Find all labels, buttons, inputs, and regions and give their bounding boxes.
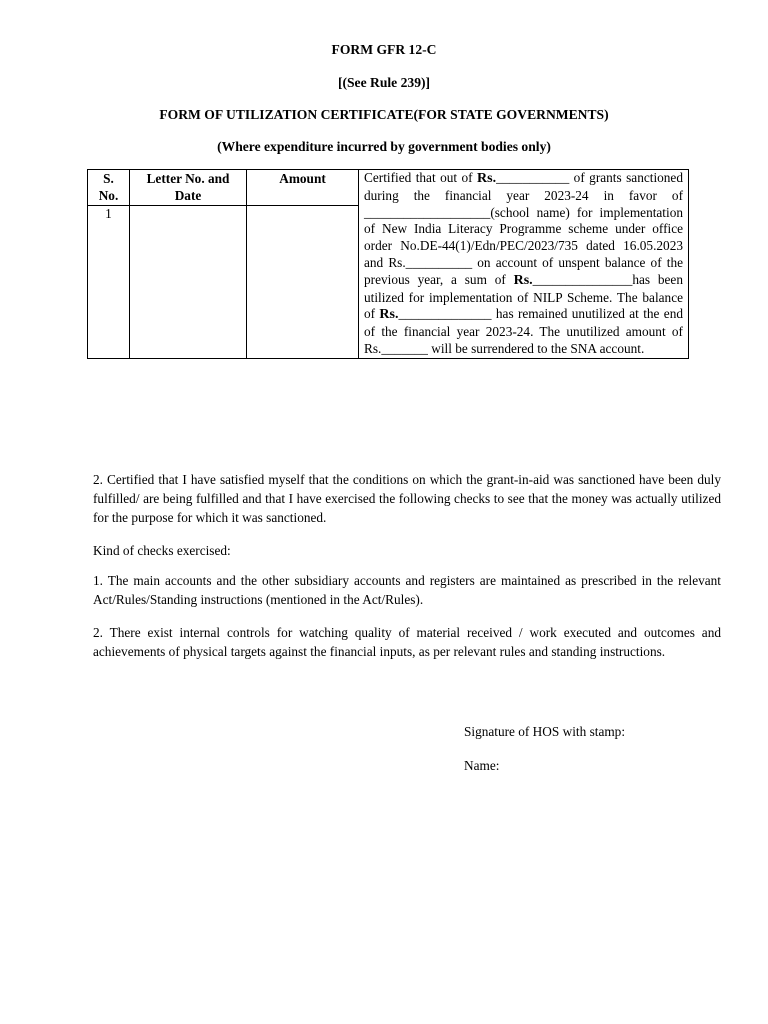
column-header-sno: S. No. [88,170,130,206]
check-item-2: 2. There exist internal controls for watching quality of material received / work executed and outcomes and achievements of physical targets against the financial inputs, as per relevant rules and standing instructions. [93,625,721,659]
cell-sno: 1 [88,206,130,359]
name-label: Name: [464,758,500,773]
form-title: FORM GFR 12-C [331,42,437,57]
column-header-letter: Letter No. and Date [130,170,247,206]
cell-amount [247,206,359,359]
certificate-text: Certified that out of Rs.___________ of grants sanctioned during the financial year 2023-24 in favor of ___________________(school name) for implementation of New India Literacy Programme scheme under office order No.DE-44(1)/Edn/PEC/2023/735 dated 16.05.2023 and Rs.__________ on account of unspent balance of the previous year, a sum of Rs._______________has been utilized for implementation of NILP Scheme. The balance of Rs.______________ has remained unutilized at the end of the financial year 2023-24. The unutilized amount of Rs._______ will be surrendered to the SNA account. [359,170,689,359]
rule-reference: [(See Rule 239)] [337,75,431,90]
kind-of-checks-heading: Kind of checks exercised: [93,543,231,558]
subtitle: (Where expenditure incurred by government bodies only) [217,139,551,154]
column-header-amount: Amount [247,170,359,206]
main-title: FORM OF UTILIZATION CERTIFICATE(FOR STATE GOVERNMENTS) [159,107,609,122]
signature-label: Signature of HOS with stamp: [464,724,626,739]
utilization-table [87,169,689,359]
table-header-row [88,170,689,206]
paragraph-certified-checks: 2. Certified that I have satisfied myself that the conditions on which the grant-in-aid was sanctioned have been duly fulfilled/ are being fulfilled and that I have exercised the following checks to see that the money was actually utilized for the purpose for which it was sanctioned. [93,472,721,525]
check-item-1: 1. The main accounts and the other subsidiary accounts and registers are maintained as prescribed in the relevant Act/Rules/Standing instructions (mentioned in the Act/Rules). [93,573,721,607]
cell-letter [130,206,247,359]
